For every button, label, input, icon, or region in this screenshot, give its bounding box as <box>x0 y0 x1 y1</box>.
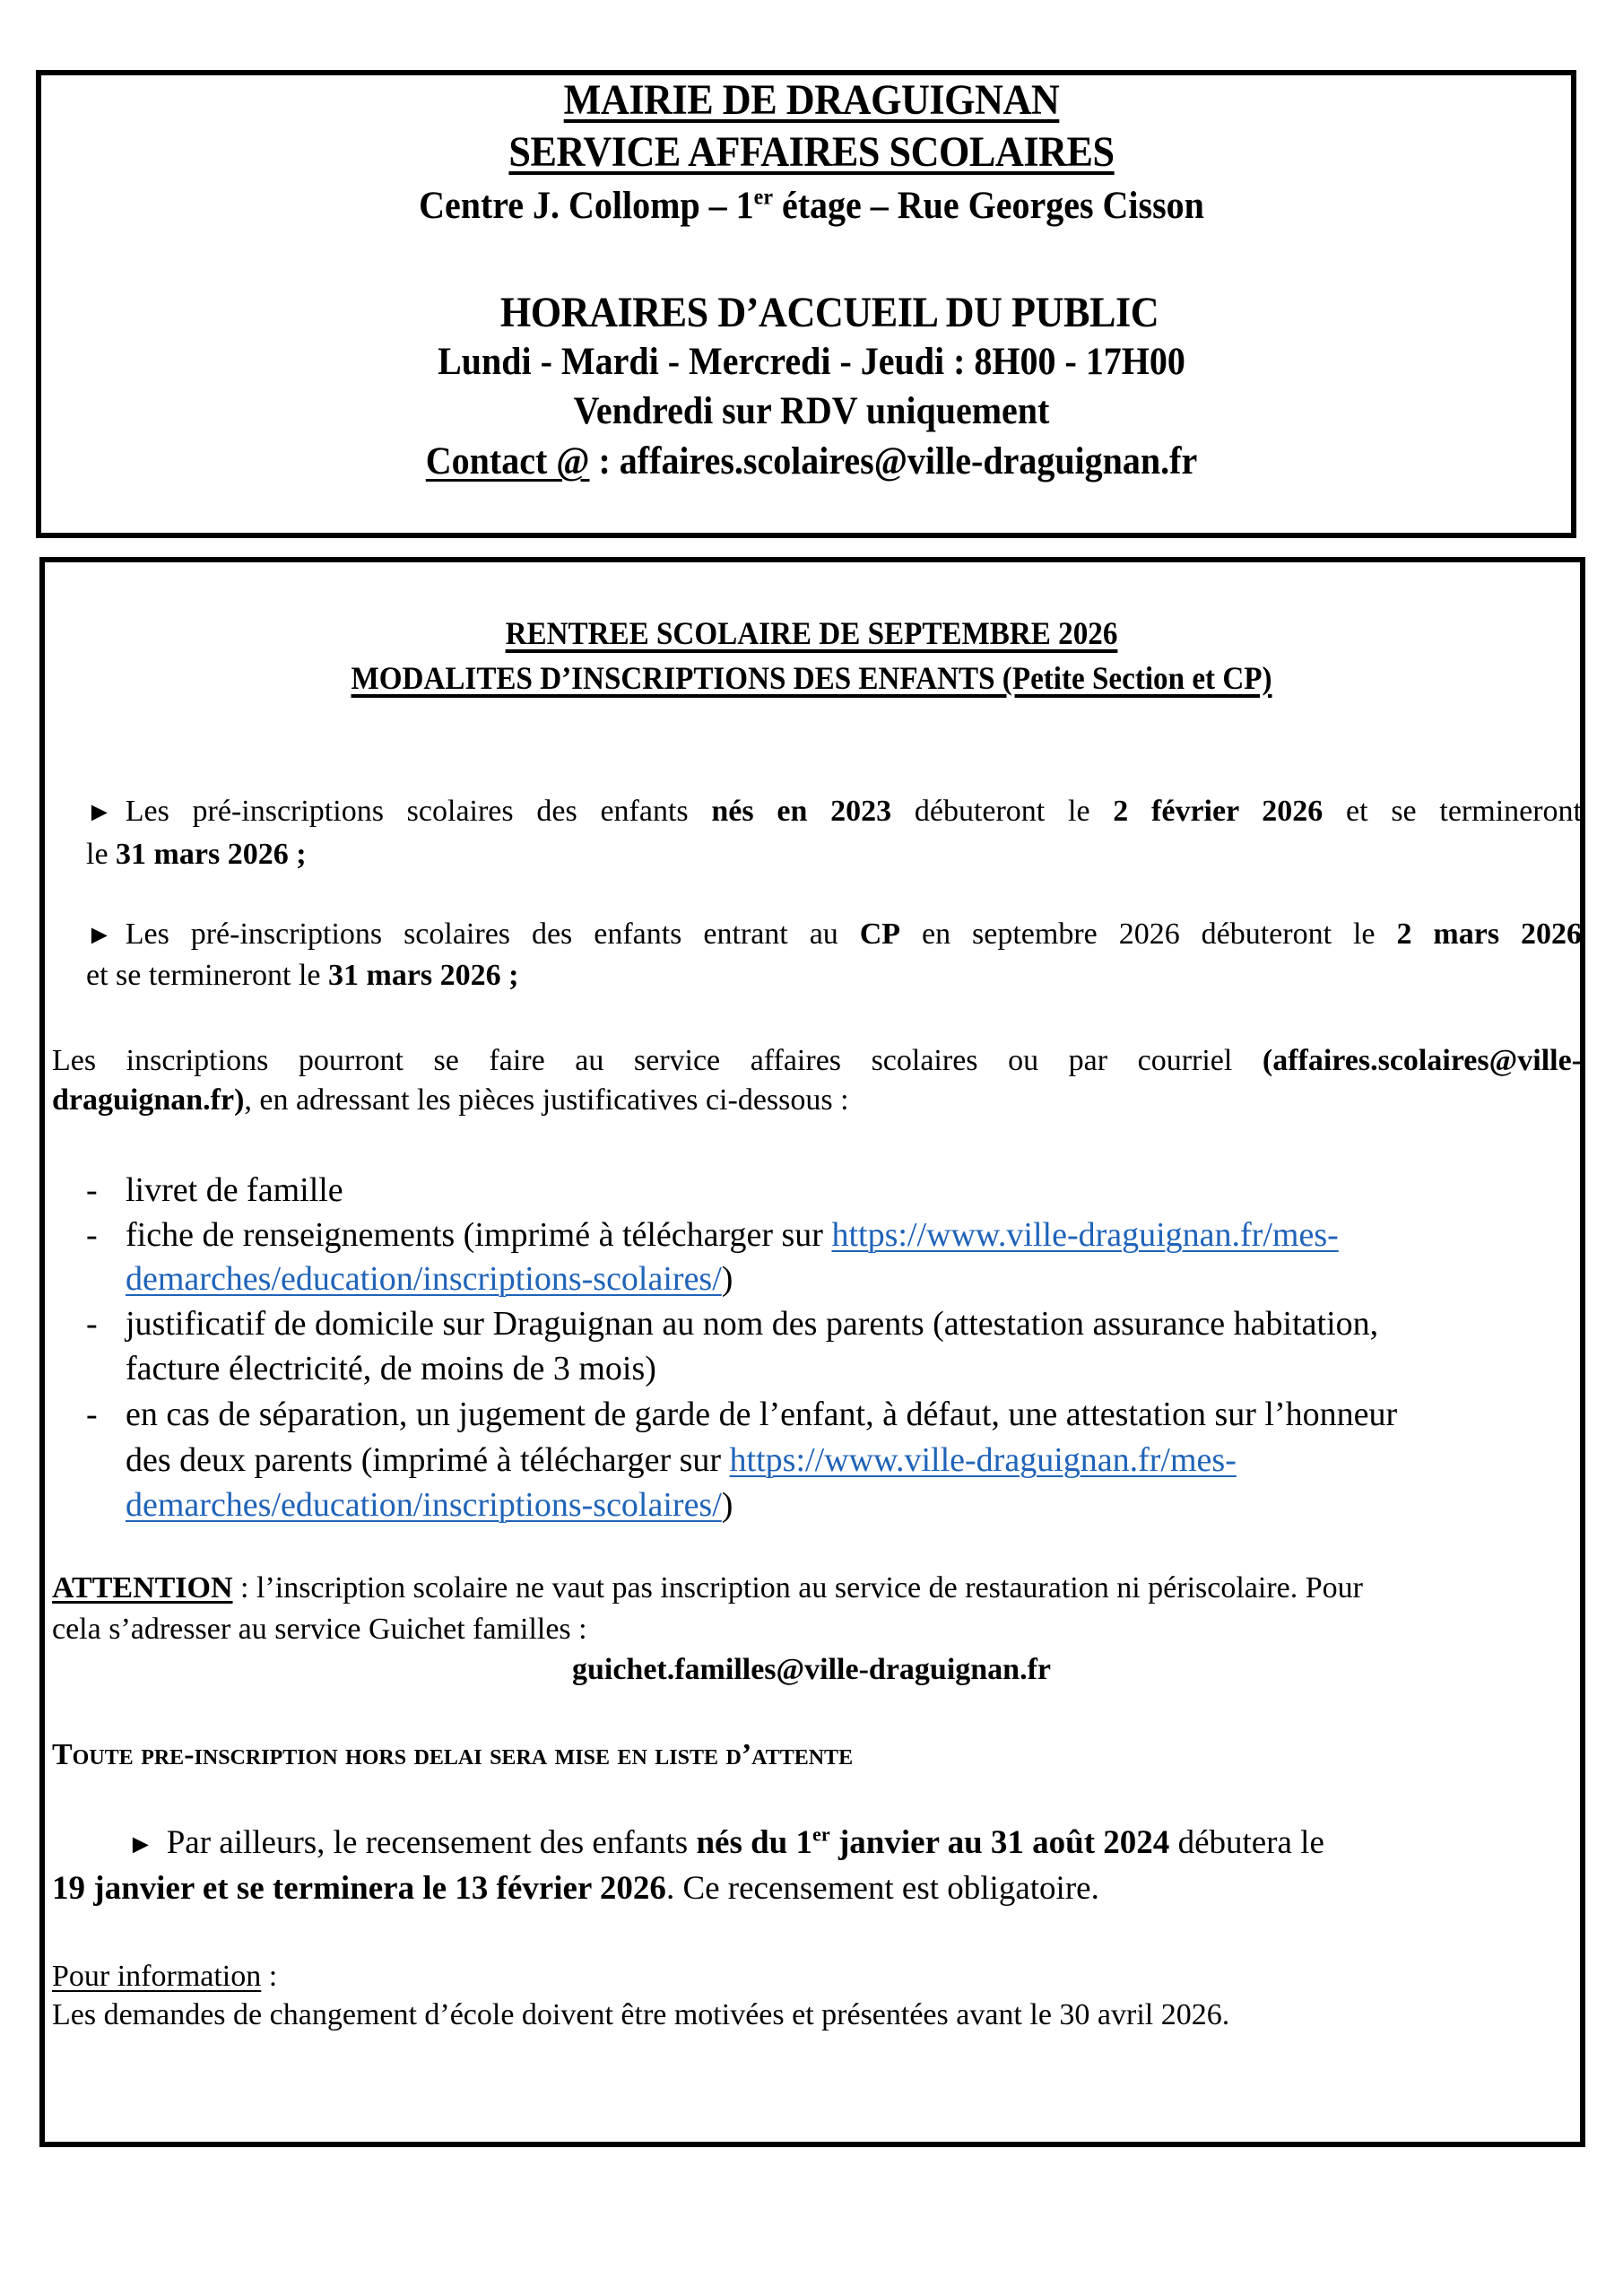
text: débuteront le <box>891 795 1114 828</box>
text: ) <box>721 1260 733 1298</box>
text: le <box>86 838 117 871</box>
contact-line <box>56 442 1566 481</box>
text: débutera le <box>1169 1824 1324 1861</box>
text: : <box>261 1960 278 1993</box>
contact-label: Contact @ <box>425 440 590 483</box>
text: , en adressant les pièces justificatives ci-dessous : <box>244 1083 849 1117</box>
header-address <box>56 183 1566 227</box>
contact-email[interactable]: affaires.scolaires@ville-draguignan.fr <box>619 440 1198 483</box>
section-title-1-text: RENTREE SCOLAIRE DE SEPTEMBRE 2026 <box>505 615 1118 651</box>
inscriptions-line2 <box>52 1085 1585 1116</box>
section-title-2-text: MODALITES D’INSCRIPTIONS DES ENFANTS (Petite Section et CP) <box>351 660 1272 696</box>
list-item-text <box>126 1440 1237 1480</box>
bold-text: 31 mars 2026 ; <box>328 959 519 992</box>
census-line2 <box>52 1872 1585 1905</box>
list-item-text: en cas de séparation, un jugement de garde de l’enfant, à défaut, une attestation sur l’honneur <box>126 1396 1398 1433</box>
list-item-text: facture électricité, de moins de 3 mois) <box>126 1350 656 1387</box>
attention-line1 <box>52 1573 1585 1604</box>
bold-text: 31 mars 2026 ; <box>116 838 307 871</box>
info-text: Les demandes de changement d’école doivent être motivées et présentées avant le 30 avril 2026. <box>52 1998 1230 2031</box>
bold-text: 19 janvier et se terminera le 13 février 2026 <box>52 1870 666 1907</box>
late-registration-warning: Toute pre-inscription hors delai sera mise en liste d’attente <box>52 1738 854 1771</box>
list-item-text <box>126 1259 733 1299</box>
preinscription-cp-line1 <box>86 919 1582 950</box>
section-title-2 <box>65 662 1558 694</box>
header-title <box>65 76 1558 124</box>
address-part: étage – Rue Georges Cisson <box>772 185 1204 227</box>
download-link[interactable]: https://www.ville-draguignan.fr/mes- <box>831 1216 1339 1254</box>
inscriptions-email: (affaires.scolaires@ville- <box>1262 1044 1582 1077</box>
header-title-text: MAIRIE DE DRAGUIGNAN <box>563 76 1060 124</box>
preinscription-cp-line2 <box>86 961 1619 991</box>
text: et se termineront <box>1323 795 1582 828</box>
bold-text <box>696 1824 1169 1861</box>
arrow-right-icon: ► <box>86 797 113 827</box>
arrow-right-icon: ► <box>127 1830 154 1859</box>
bold-text: 2 février 2026 <box>1113 795 1324 828</box>
text: janvier au 31 août 2024 <box>829 1824 1170 1861</box>
attention-line2: cela s’adresser au service Guichet familles : <box>52 1613 587 1646</box>
text: et se termineront le <box>86 959 329 992</box>
inscriptions-text <box>52 1046 1582 1076</box>
download-link[interactable]: demarches/education/inscriptions-scolaires/ <box>126 1486 722 1524</box>
text: nés du 1 <box>696 1824 813 1861</box>
text: . Ce recensement est obligatoire. <box>665 1870 1099 1907</box>
bold-text: nés en 2023 <box>711 795 892 828</box>
attention-label: ATTENTION <box>52 1571 233 1605</box>
text: des deux parents (imprimé à télécharger sur <box>126 1441 730 1479</box>
dash-bullet-icon: - <box>86 1396 98 1433</box>
text: Par ailleurs, le recensement des enfants <box>166 1824 697 1861</box>
contact-separator: : <box>589 440 620 483</box>
superscript: er <box>812 1822 830 1846</box>
arrow-right-icon: ► <box>86 920 113 950</box>
preinscription-ps-text <box>86 796 1582 827</box>
bold-text: 2 mars 2026 <box>1396 918 1582 951</box>
text: fiche de renseignements (imprimé à télécharger sur <box>126 1216 832 1254</box>
dash-bullet-icon: - <box>86 1305 98 1343</box>
text: Les pré-inscriptions scolaires des enfants <box>125 795 712 828</box>
header-service-text: SERVICE AFFAIRES SCOLAIRES <box>508 128 1115 176</box>
dash-bullet-icon: - <box>86 1216 98 1254</box>
preinscription-ps-line2 <box>86 839 1619 870</box>
text: : l’inscription scolaire ne vaut pas inscription au service de restauration ni périscolaire. Pour <box>232 1571 1363 1605</box>
hours-weekdays: Lundi - Mardi - Mercredi - Jeudi : 8H00 - 17H00 <box>438 341 1185 383</box>
preinscription-cp-text <box>86 919 1582 950</box>
list-item-text <box>126 1485 733 1525</box>
guichet-email[interactable]: guichet.familles@ville-draguignan.fr <box>571 1653 1052 1686</box>
bold-text: CP <box>859 918 901 951</box>
text: en septembre 2026 débuteront le <box>900 918 1397 951</box>
text: Les pré-inscriptions scolaires des enfants entrant au <box>125 918 860 951</box>
dash-bullet-icon: - <box>86 1171 98 1209</box>
preinscription-ps-line1 <box>86 796 1582 827</box>
address-part: Centre J. Collomp – 1 <box>419 185 754 227</box>
address-superscript: er <box>753 183 773 210</box>
hours-friday: Vendredi sur RDV uniquement <box>573 390 1050 432</box>
header-service <box>65 128 1558 176</box>
info-label: Pour information <box>52 1960 262 1993</box>
text: ) <box>721 1486 733 1524</box>
section-title-1 <box>65 617 1558 649</box>
inscriptions-email: draguignan.fr) <box>52 1083 245 1117</box>
download-link[interactable]: https://www.ville-draguignan.fr/mes- <box>729 1441 1237 1479</box>
inscriptions-line1 <box>52 1046 1582 1076</box>
download-link[interactable]: demarches/education/inscriptions-scolaires/ <box>126 1260 722 1298</box>
list-item-text: justificatif de domicile sur Draguignan au nom des parents (attestation assurance habitation, <box>126 1305 1379 1343</box>
list-item-text <box>126 1215 1339 1255</box>
list-item-text: livret de famille <box>126 1171 343 1209</box>
info-label-line <box>52 1961 1585 1992</box>
hours-title: HORAIRES D’ACCUEIL DU PUBLIC <box>499 289 1159 336</box>
text: Les inscriptions pourront se faire au service affaires scolaires ou par courriel <box>52 1044 1263 1077</box>
census-line1 <box>127 1822 1623 1861</box>
